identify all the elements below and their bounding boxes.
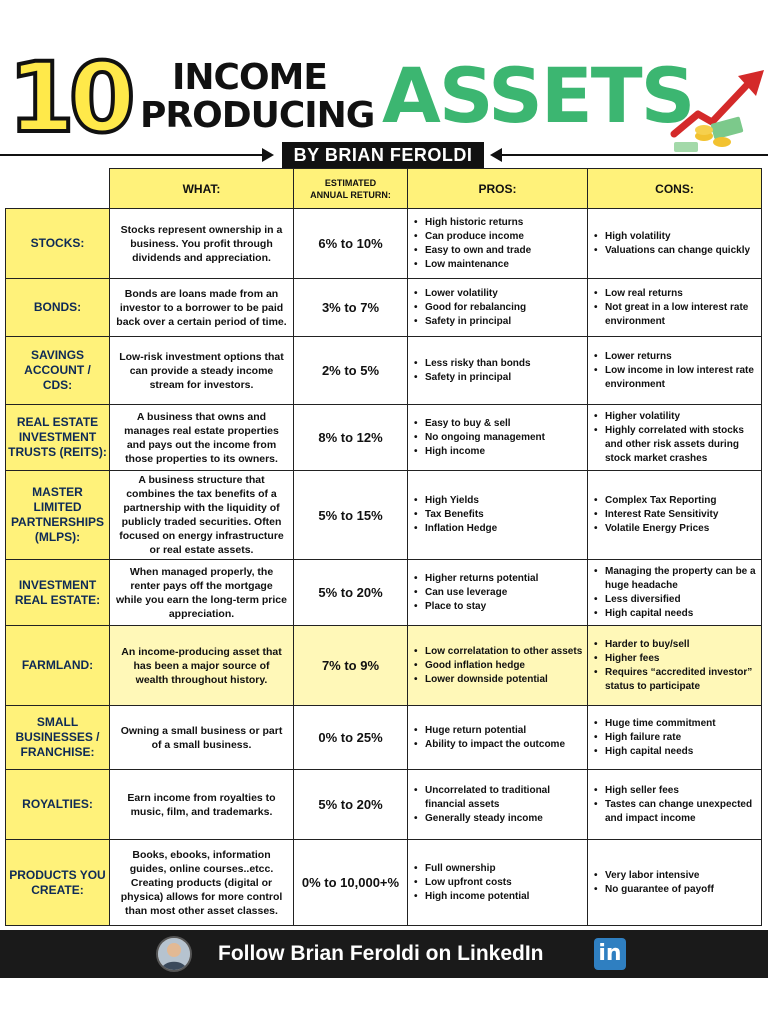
con-item: • Huge time commitment xyxy=(594,717,757,731)
asset-description: A business structure that combines the tax benefits of a partnership with the liquidity of publicly traded securities. Often focused on energy infrastructure or real estate assets. xyxy=(110,471,294,560)
cons-cell xyxy=(588,337,762,405)
pro-item: • Can use leverage xyxy=(414,586,583,600)
pros-cell xyxy=(408,840,588,926)
cons-cell xyxy=(588,209,762,279)
assets-table xyxy=(5,168,762,926)
pro-item: • Lower volatility xyxy=(414,287,583,301)
cons-list xyxy=(594,350,757,392)
pros-list xyxy=(414,645,583,687)
table-header-row xyxy=(6,169,762,209)
pros-list xyxy=(414,724,583,752)
pro-item: • Uncorrelated to traditional financial assets xyxy=(414,784,583,812)
header-return xyxy=(294,169,408,209)
pro-item: • High historic returns xyxy=(414,216,583,230)
byline-arrow-left-icon xyxy=(262,148,274,162)
asset-label: ROYALTIES: xyxy=(6,770,110,840)
byline: BY BRIAN FEROLDI xyxy=(282,142,484,168)
cons-list xyxy=(594,494,757,536)
con-item: • High failure rate xyxy=(594,731,757,745)
pros-list xyxy=(414,784,583,826)
con-item: • High volatility xyxy=(594,230,757,244)
table-row xyxy=(6,279,762,337)
pro-item: • Safety in principal xyxy=(414,371,583,385)
con-item: • Highly correlated with stocks and other risk assets during stock market crashes xyxy=(594,424,757,466)
pros-cell xyxy=(408,471,588,560)
con-item: • Interest Rate Sensitivity xyxy=(594,508,757,522)
asset-description: Books, ebooks, information guides, online courses..etcc. Creating products (digital or physica) allows for more control than most other asset classes. xyxy=(110,840,294,926)
asset-description: Stocks represent ownership in a business. You profit through dividends and appreciation. xyxy=(110,209,294,279)
cons-cell xyxy=(588,770,762,840)
con-item: • Higher fees xyxy=(594,652,757,666)
con-item: • High capital needs xyxy=(594,745,757,759)
cons-list xyxy=(594,230,757,258)
asset-label: PRODUCTS YOU CREATE: xyxy=(6,840,110,926)
asset-return: 8% to 12% xyxy=(294,405,408,471)
title-line-income: INCOME xyxy=(172,57,327,98)
pros-list xyxy=(414,216,583,272)
con-item: • Complex Tax Reporting xyxy=(594,494,757,508)
asset-label: MASTER LIMITED PARTNERSHIPS (MLPS): xyxy=(6,471,110,560)
pros-cell xyxy=(408,405,588,471)
con-item: • Lower returns xyxy=(594,350,757,364)
cons-cell xyxy=(588,405,762,471)
asset-label: BONDS: xyxy=(6,279,110,337)
table-row xyxy=(6,770,762,840)
footer-banner[interactable] xyxy=(0,930,768,978)
cons-list xyxy=(594,717,757,759)
asset-description: Bonds are loans made from an investor to a borrower to be paid back over a certain period of time. xyxy=(110,279,294,337)
pro-item: • Good inflation hedge xyxy=(414,659,583,673)
pros-list xyxy=(414,572,583,614)
cons-list xyxy=(594,565,757,621)
pro-item: • Lower downside potential xyxy=(414,673,583,687)
pro-item: • High income xyxy=(414,445,583,459)
con-item: • Very labor intensive xyxy=(594,869,757,883)
con-item: • Not great in a low interest rate environment xyxy=(594,301,757,329)
pro-item: • Safety in principal xyxy=(414,315,583,329)
con-item: • Higher volatility xyxy=(594,410,757,424)
pros-cell xyxy=(408,209,588,279)
con-item: • Less diversified xyxy=(594,593,757,607)
asset-return: 0% to 25% xyxy=(294,706,408,770)
pro-item: • Good for rebalancing xyxy=(414,301,583,315)
pro-item: • Generally steady income xyxy=(414,812,583,826)
cons-list xyxy=(594,410,757,466)
con-item: • High capital needs xyxy=(594,607,757,621)
pros-list xyxy=(414,357,583,385)
con-item: • Tastes can change unexpected and impact income xyxy=(594,798,757,826)
con-item: • Valuations can change quickly xyxy=(594,244,757,258)
linkedin-icon[interactable]: in xyxy=(594,938,626,970)
con-item: • Low income in low interest rate environment xyxy=(594,364,757,392)
cons-cell xyxy=(588,626,762,706)
title-number: 10 xyxy=(8,42,130,154)
avatar xyxy=(156,936,192,972)
asset-label: SAVINGS ACCOUNT / CDS: xyxy=(6,337,110,405)
cons-cell xyxy=(588,840,762,926)
pro-item: • Tax Benefits xyxy=(414,508,583,522)
table-row xyxy=(6,337,762,405)
pro-item: • Can produce income xyxy=(414,230,583,244)
con-item: • Requires “accredited investor” status to participate xyxy=(594,666,757,694)
cons-cell xyxy=(588,471,762,560)
asset-description: When managed properly, the renter pays off the mortgage while you earn the long-term price appreciation. xyxy=(110,560,294,626)
table-row xyxy=(6,405,762,471)
pro-item: • Easy to buy & sell xyxy=(414,417,583,431)
asset-description: Owning a small business or part of a small business. xyxy=(110,706,294,770)
asset-return: 5% to 20% xyxy=(294,560,408,626)
header-blank-cell xyxy=(6,169,110,209)
title-line-producing: PRODUCING xyxy=(140,95,375,136)
person-icon xyxy=(158,938,190,970)
pro-item: • Low correlatation to other assets xyxy=(414,645,583,659)
pro-item: • Less risky than bonds xyxy=(414,357,583,371)
asset-return: 3% to 7% xyxy=(294,279,408,337)
asset-description: Low-risk investment options that can provide a steady income stream for investors. xyxy=(110,337,294,405)
asset-return: 0% to 10,000+% xyxy=(294,840,408,926)
cons-list xyxy=(594,869,757,897)
header-annual-return: ANNUAL RETURN: xyxy=(310,189,391,200)
asset-label: FARMLAND: xyxy=(6,626,110,706)
cons-list xyxy=(594,784,757,826)
con-item: • No guarantee of payoff xyxy=(594,883,757,897)
con-item: • Volatile Energy Prices xyxy=(594,522,757,536)
pro-item: • No ongoing management xyxy=(414,431,583,445)
table-row xyxy=(6,840,762,926)
pro-item: • Place to stay xyxy=(414,600,583,614)
pros-list xyxy=(414,417,583,459)
con-item: • Low real returns xyxy=(594,287,757,301)
cons-cell xyxy=(588,560,762,626)
byline-rule-right xyxy=(500,154,768,156)
pros-cell xyxy=(408,626,588,706)
asset-return: 5% to 15% xyxy=(294,471,408,560)
table-row xyxy=(6,626,762,706)
pros-list xyxy=(414,494,583,536)
page-header xyxy=(0,44,768,168)
asset-label: INVESTMENT REAL ESTATE: xyxy=(6,560,110,626)
asset-label: STOCKS: xyxy=(6,209,110,279)
title-assets: ASSETS xyxy=(382,51,694,140)
pros-cell xyxy=(408,706,588,770)
header-what: WHAT: xyxy=(110,169,294,209)
cons-list xyxy=(594,287,757,329)
pros-list xyxy=(414,287,583,329)
con-item: • Managing the property can be a huge headache xyxy=(594,565,757,593)
pros-cell xyxy=(408,560,588,626)
cons-cell xyxy=(588,706,762,770)
pro-item: • Huge return potential xyxy=(414,724,583,738)
header-cons: CONS: xyxy=(588,169,762,209)
pro-item: • High income potential xyxy=(414,890,583,904)
growth-arrow-icon xyxy=(668,58,768,158)
table-row xyxy=(6,560,762,626)
cons-cell xyxy=(588,279,762,337)
con-item: • Harder to buy/sell xyxy=(594,638,757,652)
pro-item: • Low maintenance xyxy=(414,258,583,272)
header-pros: PROS: xyxy=(408,169,588,209)
pros-cell xyxy=(408,770,588,840)
asset-return: 6% to 10% xyxy=(294,209,408,279)
table-row xyxy=(6,209,762,279)
footer-follow-text[interactable]: Follow Brian Feroldi on LinkedIn xyxy=(218,942,544,965)
pro-item: • Higher returns potential xyxy=(414,572,583,586)
pro-item: • Inflation Hedge xyxy=(414,522,583,536)
pro-item: • Easy to own and trade xyxy=(414,244,583,258)
byline-rule-left xyxy=(0,154,270,156)
pro-item: • Low upfront costs xyxy=(414,876,583,890)
cons-list xyxy=(594,638,757,694)
table-row xyxy=(6,471,762,560)
asset-label: REAL ESTATE INVESTMENT TRUSTS (REITS): xyxy=(6,405,110,471)
asset-description: An income-producing asset that has been a major source of wealth throughout history. xyxy=(110,626,294,706)
asset-label: SMALL BUSINESSES / FRANCHISE: xyxy=(6,706,110,770)
table-row xyxy=(6,706,762,770)
con-item: • High seller fees xyxy=(594,784,757,798)
asset-description: A business that owns and manages real estate properties and pays out the income from those properties to its owners. xyxy=(110,405,294,471)
asset-description: Earn income from royalties to music, film, and trademarks. xyxy=(110,770,294,840)
pro-item: • High Yields xyxy=(414,494,583,508)
asset-return: 5% to 20% xyxy=(294,770,408,840)
pro-item: • Ability to impact the outcome xyxy=(414,738,583,752)
pro-item: • Full ownership xyxy=(414,862,583,876)
pros-list xyxy=(414,862,583,904)
asset-return: 7% to 9% xyxy=(294,626,408,706)
header-estimated: ESTIMATED xyxy=(324,177,377,188)
pros-cell xyxy=(408,337,588,405)
pros-cell xyxy=(408,279,588,337)
asset-return: 2% to 5% xyxy=(294,337,408,405)
